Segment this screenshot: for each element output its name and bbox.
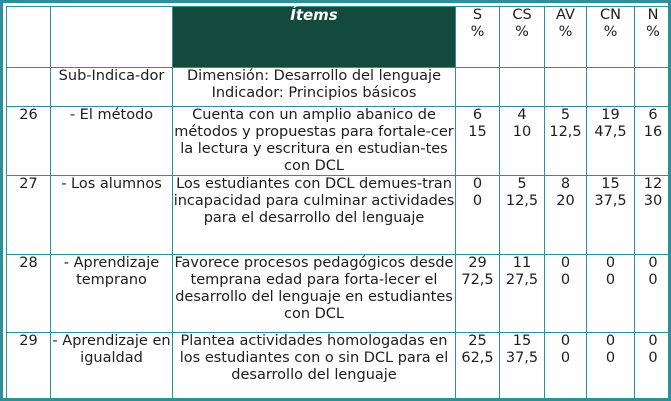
table-row — [7, 333, 671, 401]
value-cn: 19 47,5 — [587, 106, 635, 176]
table-row — [7, 176, 671, 255]
subindicator-label: Sub-Indica-dor — [51, 68, 173, 106]
header-s: S % — [456, 7, 500, 68]
header-cn: CN % — [587, 7, 635, 68]
subheader-empty-cell — [635, 68, 671, 106]
subheader-empty-cell — [7, 68, 51, 106]
value-av: 5 12,5 — [545, 106, 587, 176]
items-header: Ítems — [173, 7, 456, 68]
header-n: N % — [635, 7, 671, 68]
value-cs: 5 12,5 — [500, 176, 545, 255]
value-cs: 11 27,5 — [500, 254, 545, 333]
value-n: 12 30 — [635, 176, 671, 255]
row-number: 27 — [7, 176, 51, 255]
subheader-empty-cell — [500, 68, 545, 106]
row-item: Cuenta con un amplio abanico de métodos y propuestas para fortale-cer la lectura y escritura en estudian-tes con DCL — [173, 106, 456, 176]
row-item: Los estudiantes con DCL demues-tran incapacidad para culminar actividades para el desarrollo del lenguaje — [173, 176, 456, 255]
value-n: 0 0 — [635, 333, 671, 401]
row-number: 26 — [7, 106, 51, 176]
row-number: 29 — [7, 333, 51, 401]
table-row — [7, 254, 671, 333]
value-n: 6 16 — [635, 106, 671, 176]
value-s: 6 15 — [456, 106, 500, 176]
row-subindicator: - El método — [51, 106, 173, 176]
value-n: 0 0 — [635, 254, 671, 333]
table-row — [7, 106, 671, 176]
value-s: 29 72,5 — [456, 254, 500, 333]
header-row — [7, 7, 671, 68]
value-cs: 15 37,5 — [500, 333, 545, 401]
dimension-label: Dimensión: Desarrollo del lenguaje Indicador: Principios básicos — [173, 68, 456, 106]
subheader-empty-cell — [456, 68, 500, 106]
value-s: 0 0 — [456, 176, 500, 255]
value-av: 0 0 — [545, 333, 587, 401]
subheader-empty-cell — [545, 68, 587, 106]
row-item: Plantea actividades homologadas en los estudiantes con o sin DCL para el desarrollo del lenguaje — [173, 333, 456, 401]
value-cs: 4 10 — [500, 106, 545, 176]
row-item: Favorece procesos pedagógicos desde temprana edad para forta-lecer el desarrollo del lenguaje en estudiantes con DCL — [173, 254, 456, 333]
value-av: 8 20 — [545, 176, 587, 255]
value-cn: 15 37,5 — [587, 176, 635, 255]
value-cn: 0 0 — [587, 333, 635, 401]
subheader-empty-cell — [587, 68, 635, 106]
value-av: 0 0 — [545, 254, 587, 333]
header-sub-cell — [51, 7, 173, 68]
survey-table — [6, 6, 671, 401]
value-s: 25 62,5 — [456, 333, 500, 401]
subheader-row — [7, 68, 671, 106]
header-num-cell — [7, 7, 51, 68]
row-subindicator: - Aprendizaje en igualdad — [51, 333, 173, 401]
row-subindicator: - Aprendizaje temprano — [51, 254, 173, 333]
header-av: AV % — [545, 7, 587, 68]
row-number: 28 — [7, 254, 51, 333]
header-cs: CS % — [500, 7, 545, 68]
row-subindicator: - Los alumnos — [51, 176, 173, 255]
value-cn: 0 0 — [587, 254, 635, 333]
